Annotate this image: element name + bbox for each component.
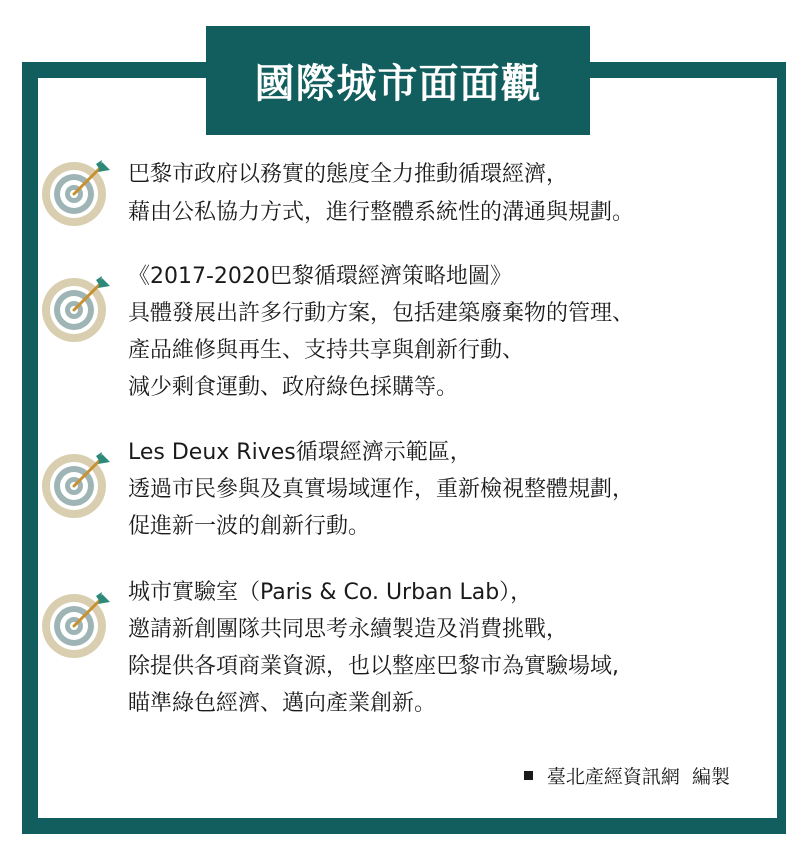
item-line: Les Deux Rives循環經濟示範區， (128, 440, 472, 465)
target-arrow-icon (40, 590, 112, 662)
item-line: 邀請新創團隊共同思考永續製造及消費挑戰， (128, 617, 569, 642)
item-line: 《2017-2020巴黎循環經濟策略地圖》 (128, 264, 512, 289)
item-line: 具體發展出許多行動方案，包括建築廢棄物的管理、 (128, 301, 635, 326)
credit-text: 臺北產經資訊網 編製 (546, 766, 730, 788)
page-title: 國際城市面面觀 (254, 61, 542, 107)
square-bullet-icon (524, 771, 533, 780)
item-line: 產品維修與再生、支持共享與創新行動、 (128, 338, 525, 363)
credit-footer (524, 762, 730, 789)
item-text (128, 262, 634, 403)
item-text (128, 578, 619, 719)
item-line: 除提供各項商業資源，也以整座巴黎市為實驗場域, (128, 654, 619, 679)
target-arrow-icon (40, 274, 112, 346)
item-line: 藉由公私協力方式，進行整體系統性的溝通與規劃。 (128, 200, 635, 225)
item-line: 瞄準綠色經濟、邁向產業創新。 (128, 691, 437, 716)
item-line: 促進新一波的創新行動。 (128, 514, 371, 539)
target-arrow-icon (40, 158, 112, 230)
item-text (128, 160, 634, 228)
item-line: 減少剩食運動、政府綠色採購等。 (128, 375, 459, 400)
item-text (128, 438, 634, 542)
title-banner (206, 26, 590, 135)
item-line: 透過市民參與及真實場域運作，重新檢視整體規劃， (128, 477, 635, 502)
item-line: 巴黎市政府以務實的態度全力推動循環經濟， (128, 162, 569, 187)
item-line: 城市實驗室（Paris & Co. Urban Lab）， (128, 580, 533, 605)
target-arrow-icon (40, 450, 112, 522)
